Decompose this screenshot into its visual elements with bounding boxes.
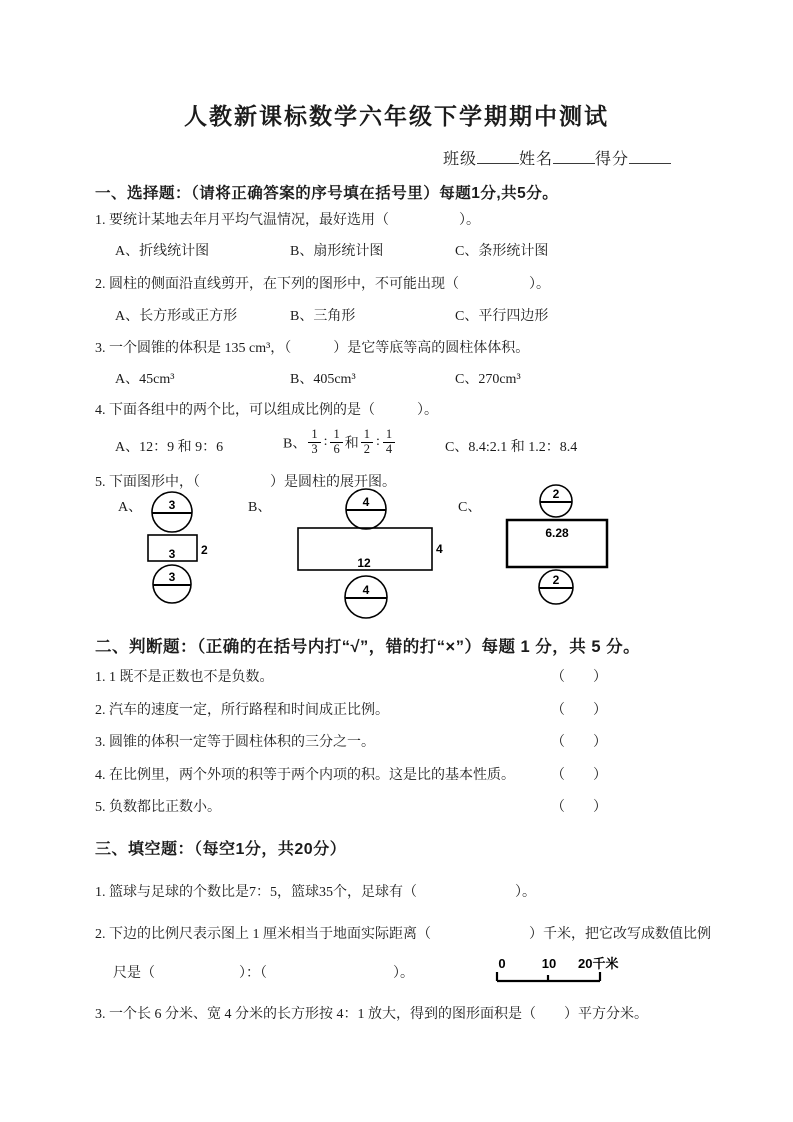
figure-c-label: C、 [458, 500, 482, 515]
s2-item-2 [0, 699, 793, 721]
s2-item-3-answer-paren: （ ） [551, 735, 607, 750]
map-scale-bar [492, 955, 632, 989]
scale-tick-20km-label: 20千米 [578, 956, 619, 971]
s2-item-1 [0, 666, 793, 688]
figC-top-circle-value: 2 [552, 487, 560, 501]
class-blank [477, 148, 519, 164]
s1-q1-text: 1. 要统计某地去年月平均气温情况，最好选用（ ）。 [95, 213, 480, 228]
figB-bottom-circle-value: 4 [362, 583, 370, 597]
figC-bottom-circle-value: 2 [552, 573, 560, 587]
figB-rect-value: 12 [357, 556, 371, 570]
score-blank [629, 148, 671, 164]
s1-q2-text: 2. 圆柱的侧面沿直线剪开，在下列的图形中，不可能出现（ ）。 [95, 277, 550, 292]
figB-top-circle-value: 4 [362, 495, 370, 509]
name-blank [553, 148, 595, 164]
s1-q1-option-a: A、折线统计图 [115, 244, 210, 259]
figure-a-cylinder-net [147, 488, 219, 608]
option-b-and: 和 [344, 436, 359, 452]
s1-q4-option-c: C、8.4:2.1 和 1.2：8.4 [445, 440, 578, 455]
figure-c-cylinder-net [504, 483, 619, 609]
score-label: 得分 [595, 151, 630, 168]
s1-q4-option-b: B、 $\frac{1}{3}$ : $\frac{1}{6}$ 和 $\frac{1}{2}$ : $\frac{1}{4}$ [283, 430, 397, 459]
fraction-1-4: $\frac{1}{4}$ [383, 428, 395, 457]
class-label: 班级 [443, 151, 478, 168]
fraction-1-2: $\frac{1}{2}$ [361, 428, 373, 457]
s1-q1-options [0, 240, 793, 262]
s1-q3-options [0, 368, 793, 390]
s2-item-1-answer-paren: （ ） [551, 670, 607, 685]
fraction-1-3: $\frac{1}{3}$ [308, 428, 320, 457]
s2-item-4-answer-paren: （ ） [551, 768, 607, 783]
s1-q3-option-c: C、270cm³ [455, 372, 521, 387]
student-info-line [443, 146, 671, 169]
s2-item-1-text: 1. 1 既不是正数也不是负数。 [95, 670, 274, 685]
s3-q2-text-line2: 尺是（ ）：（ ）。 [113, 966, 414, 981]
s2-item-5 [0, 796, 793, 818]
fraction-1-6: $\frac{1}{6}$ [330, 428, 342, 457]
section3-heading: 三、填空题：（每空1分，共20分） [95, 841, 347, 858]
figA-side-value: 2 [201, 543, 208, 557]
s1-q3-option-a: A、45cm³ [115, 372, 175, 387]
s1-q1-option-b: B、扇形统计图 [290, 244, 384, 259]
name-label: 姓名 [519, 151, 554, 168]
figC-rect-value: 6.28 [545, 526, 569, 540]
section1-heading: 一、选择题：（请将正确答案的序号填在括号里）每题1分,共5分。 [95, 185, 559, 202]
s2-item-2-text: 2. 汽车的速度一定，所行路程和时间成正比例。 [95, 703, 389, 718]
s2-item-3 [0, 731, 793, 753]
s1-q4-option-a: A、12：9 和 9：6 [115, 440, 224, 455]
s3-q3-text: 3. 一个长 6 分米、宽 4 分米的长方形按 4：1 放大，得到的图形面积是（ ）平方分米。 [95, 1007, 648, 1022]
s2-item-3-text: 3. 圆锥的体积一定等于圆柱体积的三分之一。 [95, 735, 375, 750]
figA-bottom-circle-value: 3 [168, 570, 176, 584]
section2-heading: 二、判断题：（正确的在括号内打“√”，错的打“×”）每题 1 分，共 5 分。 [95, 638, 641, 656]
s1-q5-text: 5. 下面图形中，（ ）是圆柱的展开图。 [95, 475, 396, 490]
scale-tick-10-label: 10 [541, 956, 557, 971]
s3-q1-text: 1. 篮球与足球的个数比是7：5，篮球35个，足球有（ ）。 [95, 885, 536, 900]
s2-item-4 [0, 764, 793, 786]
s1-q2-options [0, 305, 793, 327]
figure-b-cylinder-net [297, 487, 449, 623]
s1-q3-option-b: B、405cm³ [290, 372, 356, 387]
s2-item-5-text: 5. 负数都比正数小。 [95, 800, 221, 815]
s1-q4-text: 4. 下面各组中的两个比，可以组成比例的是（ ）。 [95, 403, 438, 418]
s1-q2-option-b: B、三角形 [290, 309, 356, 324]
s1-q2-option-c: C、平行四边形 [455, 309, 549, 324]
s2-item-2-answer-paren: （ ） [551, 703, 607, 718]
page-title: 人教新课标数学六年级下学期期中测试 [184, 103, 609, 129]
scale-tick-0-label: 0 [498, 956, 506, 971]
s1-q1-option-c: C、条形统计图 [455, 244, 549, 259]
figA-rect-value: 3 [168, 547, 176, 561]
figure-a-label: A、 [118, 500, 143, 515]
option-b-prefix: B、 [283, 436, 307, 452]
figB-side-value: 4 [436, 542, 443, 556]
s3-q2-text-line1: 2. 下边的比例尺表示图上 1 厘米相当于地面实际距离（ ）千米，把它改写成数值比例 [95, 927, 711, 942]
s2-item-5-answer-paren: （ ） [551, 800, 607, 815]
s2-item-4-text: 4. 在比例里，两个外项的积等于两个内项的积。这是比的基本性质。 [95, 768, 515, 783]
figA-top-circle-value: 3 [168, 498, 176, 512]
s1-q2-option-a: A、长方形或正方形 [115, 309, 238, 324]
s1-q3-text: 3. 一个圆锥的体积是 135 cm³，（ ）是它等底等高的圆柱体体积。 [95, 341, 530, 356]
figure-b-label: B、 [248, 500, 272, 515]
s1-q4-options [0, 424, 793, 468]
